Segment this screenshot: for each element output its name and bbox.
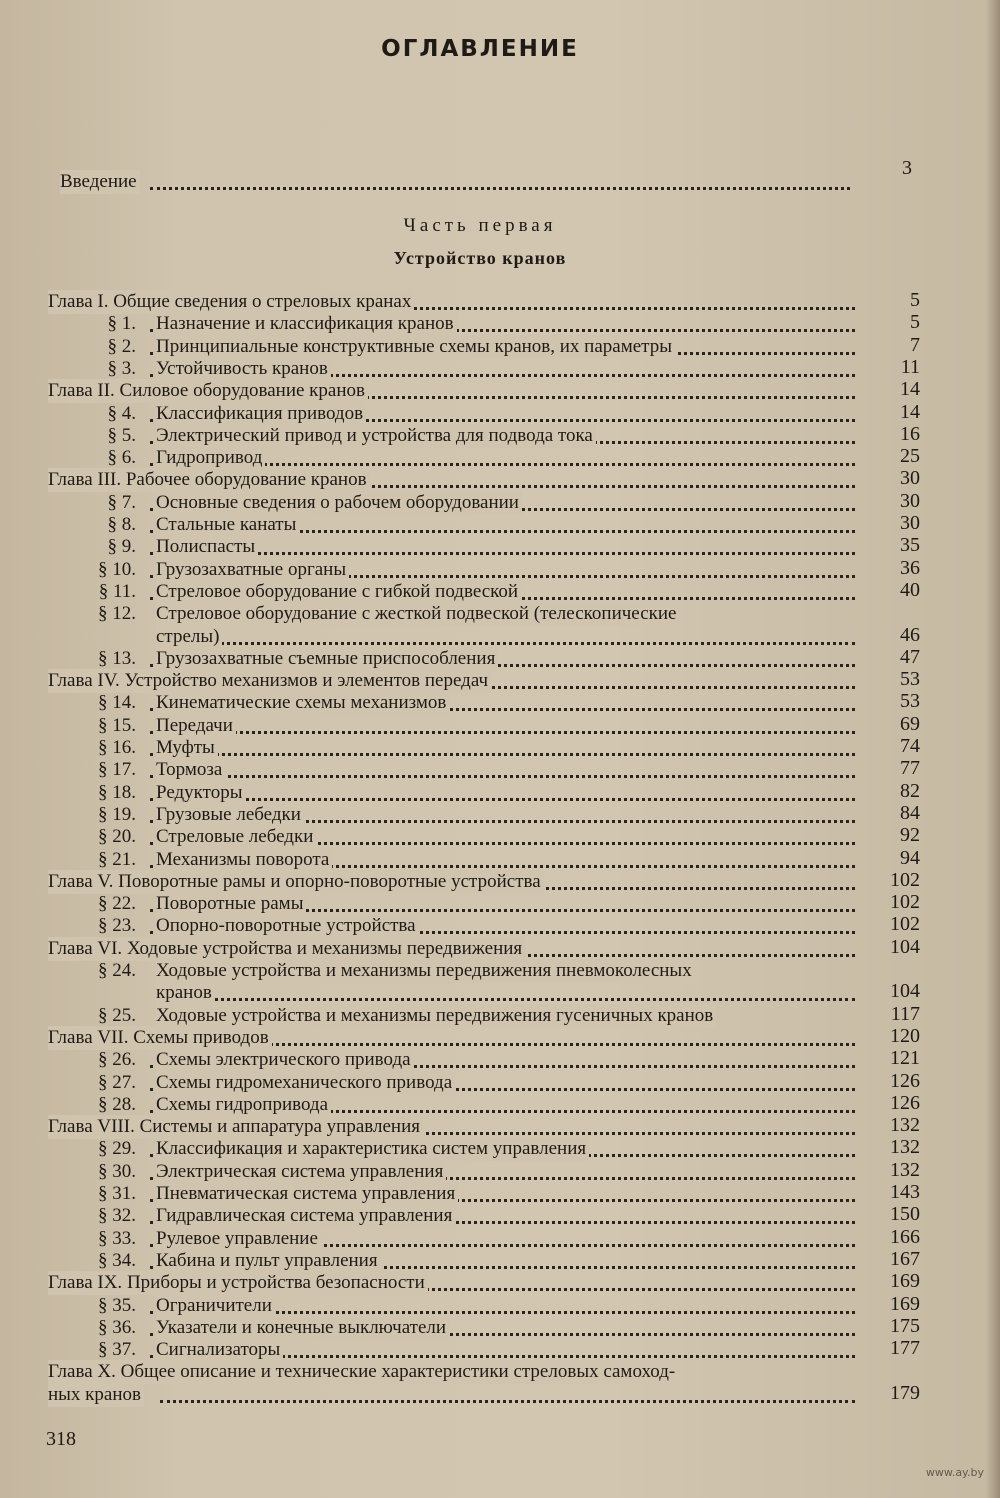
toc-chapter-number: Глава X. [48, 1361, 116, 1383]
toc-section-row [0, 1182, 1000, 1206]
toc-section-row [0, 402, 1000, 426]
toc-section-row [0, 825, 1000, 849]
toc-chapter-text [48, 669, 491, 693]
toc-section-row [0, 1004, 1000, 1028]
toc-section-number: § 28. [98, 1093, 136, 1115]
toc-section-row [0, 959, 1000, 983]
dot-leader [150, 187, 850, 190]
toc-section-title: Гидропривод [156, 446, 265, 470]
toc-page-number: 25 [900, 445, 920, 468]
toc-section-number: § 37. [98, 1339, 136, 1361]
toc-section-number: § 5. [107, 424, 136, 446]
toc-page-number: 102 [890, 868, 920, 891]
dot-leader [150, 798, 855, 801]
toc-section-title: Сигнализаторы [156, 1338, 283, 1362]
toc-section-title: Стреловое оборудование с жесткой подвеской (телескопические [156, 602, 679, 626]
toc-section-title: Классификация и характеристика систем управления [156, 1137, 589, 1161]
toc-section-title: Кинематические схемы механизмов [156, 691, 449, 715]
toc-section-row [0, 335, 1000, 359]
toc-section-number: § 14. [98, 692, 136, 714]
toc-chapter-text [48, 379, 368, 403]
toc-section-number: § 2. [107, 335, 136, 357]
toc-section-row [0, 513, 1000, 537]
toc-page-number: 36 [900, 556, 920, 579]
toc-page-number: 14 [900, 400, 920, 423]
toc-section-row [0, 312, 1000, 336]
toc-section-number: § 30. [98, 1160, 136, 1182]
toc-section-title: Схемы электрического привода [156, 1048, 414, 1072]
toc-chapter-title: Силовое оборудование кранов [119, 380, 365, 402]
dot-leader [150, 753, 855, 756]
toc-section-number: § 22. [98, 893, 136, 915]
toc-page-number: 104 [890, 935, 920, 958]
toc-section-title: Устойчивость кранов [156, 357, 331, 381]
toc-section-title: Принципиальные конструктивные схемы кранов, их параметры [156, 335, 675, 359]
toc-section-number: § 1. [107, 313, 136, 335]
toc-section-number: § 23. [98, 915, 136, 937]
toc-section-number: § 25. [98, 1004, 136, 1026]
toc-section-row [0, 1071, 1000, 1095]
toc-section-row [0, 803, 1000, 827]
toc-section-row [0, 691, 1000, 715]
toc-page-number: 169 [890, 1270, 920, 1293]
toc-chapter-text [48, 468, 370, 492]
toc-chapter-title: Поворотные рамы и опорно-поворотные устройства [118, 870, 541, 892]
toc-chapter-row [0, 1115, 1000, 1139]
toc-section-title: Ходовые устройства и механизмы передвижения пневмоколесных [156, 959, 695, 983]
toc-section-row [0, 1160, 1000, 1184]
toc-page-number: 84 [900, 801, 920, 824]
toc-chapter-number: Глава VIII. [48, 1116, 135, 1138]
watermark: www.ay.by [925, 1466, 984, 1479]
toc-page-number: 40 [900, 578, 920, 601]
toc-chapter-row [0, 870, 1000, 894]
toc-chapter-row [0, 290, 1000, 314]
toc-page-number: 102 [890, 891, 920, 914]
toc-page-number: 102 [890, 913, 920, 936]
toc-section-title: Тормоза [156, 758, 225, 782]
toc-section-row [0, 781, 1000, 805]
toc-section-title: Рулевое управление [156, 1227, 321, 1251]
toc-chapter-row [0, 669, 1000, 693]
toc-chapter-row [0, 1360, 1000, 1384]
toc-section-row [0, 446, 1000, 470]
toc-section-row [0, 1137, 1000, 1161]
toc-page-number: 132 [890, 1114, 920, 1137]
page-number: 318 [46, 1428, 76, 1450]
toc-section-number: § 24. [98, 960, 136, 981]
toc-page-number: 94 [900, 846, 920, 869]
toc-section-title: Грузовые лебедки [156, 803, 304, 827]
toc-section-number: § 33. [98, 1227, 136, 1249]
toc-section-title: Классификация приводов [156, 402, 366, 426]
toc-chapter-row [0, 1271, 1000, 1295]
toc-section-number: § 31. [98, 1183, 136, 1204]
dot-leader [160, 1400, 855, 1403]
toc-page-number: 14 [900, 378, 920, 401]
toc-section-row [0, 558, 1000, 582]
toc-continuation-text: ных кранов [48, 1383, 144, 1407]
toc-section-number: § 19. [98, 803, 136, 825]
toc-section-number: § 7. [107, 491, 136, 513]
toc-page-number: 104 [890, 980, 920, 1003]
toc-section-number: § 34. [98, 1249, 136, 1271]
toc-chapter-title: Общее описание и технические характеристики стреловых самоход- [120, 1361, 676, 1383]
toc-chapter-number: Глава IV. [48, 670, 120, 692]
toc-page-number: 35 [900, 534, 920, 557]
toc-section-number: § 18. [98, 781, 136, 803]
toc-section-number: § 26. [98, 1049, 136, 1071]
toc-page-number: 166 [890, 1225, 920, 1248]
toc-section-title: Ходовые устройства и механизмы передвижения гусеничных кранов [156, 1004, 716, 1028]
toc-section-number: § 9. [107, 536, 136, 558]
toc-continuation-row [0, 981, 1000, 1005]
toc-section-row [0, 758, 1000, 782]
toc-section-title: Муфты [156, 736, 218, 760]
toc-section-row [0, 580, 1000, 604]
toc-section-title: Полиспасты [156, 535, 258, 559]
toc-page-number: 117 [890, 1002, 920, 1025]
toc-section-number: § 35. [98, 1294, 136, 1316]
toc-section-number: § 29. [98, 1138, 136, 1160]
toc-section-row [0, 491, 1000, 515]
toc-section-number: § 36. [98, 1316, 136, 1338]
toc-page-number: 30 [900, 512, 920, 534]
toc-chapter-number: Глава VI. [48, 937, 123, 959]
toc-chapter-number: Глава III. [48, 469, 122, 491]
toc-page-number: 120 [890, 1024, 920, 1047]
toc-chapter-text [48, 1026, 272, 1050]
toc-section-title: Назначение и классификация кранов [156, 312, 457, 336]
part-label: Часть первая [403, 215, 557, 236]
toc-chapter-title: Устройство механизмов и элементов передач [124, 670, 489, 692]
toc-page-number: 175 [890, 1314, 920, 1337]
toc-page-number: 46 [900, 623, 920, 646]
toc-section-row [0, 647, 1000, 671]
toc-section-row [0, 714, 1000, 738]
toc-page-number: 150 [890, 1203, 920, 1226]
toc-chapter-title: Системы и аппаратура управления [139, 1116, 420, 1138]
toc-page-number: 5 [910, 289, 920, 311]
toc-section-number: § 16. [98, 737, 136, 758]
toc-page-number: 82 [900, 779, 920, 802]
toc-page-number: 77 [900, 757, 920, 780]
toc-section-row [0, 1204, 1000, 1228]
toc-page-number: 169 [890, 1292, 920, 1315]
toc-section-number: § 3. [107, 357, 136, 379]
toc-section-number: § 17. [98, 759, 136, 781]
toc-section-title: Кабина и пульт управления [156, 1249, 381, 1273]
toc-chapter-row [0, 1026, 1000, 1050]
toc-page-number: 132 [890, 1158, 920, 1181]
toc-continuation-text: стрелы) [156, 625, 222, 649]
toc-intro-label: Введение [60, 170, 140, 194]
toc-section-title: Электрическая система управления [156, 1160, 446, 1184]
toc-section-title: Гидравлическая система управления [156, 1204, 455, 1228]
toc-section-number: § 27. [98, 1071, 136, 1093]
toc-chapter-text [48, 1271, 428, 1295]
toc-intro-page: 3 [902, 157, 912, 179]
toc-page-number: 167 [890, 1247, 920, 1270]
toc-section-title: Схемы гидропривода [156, 1093, 331, 1117]
toc-chapter-number: Глава II. [48, 380, 115, 402]
toc-chapter-text [48, 937, 525, 961]
part-subtitle: Устройство кранов [393, 248, 567, 268]
toc-chapter-row [0, 937, 1000, 961]
toc-page-number: 92 [900, 824, 920, 847]
toc-chapter-title: Рабочее оборудование кранов [125, 469, 367, 491]
toc-section-row [0, 1227, 1000, 1251]
toc-chapter-title: Общие сведения о стреловых кранах [113, 291, 412, 312]
toc-page-number: 47 [900, 645, 920, 668]
toc-section-number: § 6. [107, 447, 136, 469]
toc-page-number: 53 [900, 690, 920, 713]
toc-section-row [0, 914, 1000, 938]
toc-page-number: 177 [890, 1337, 920, 1360]
toc-section-title: Пневматическая система управления [156, 1182, 458, 1206]
toc-chapter-text [48, 1360, 678, 1384]
toc-chapter-row [0, 379, 1000, 403]
toc-section-number: § 11. [98, 580, 136, 602]
toc-section-row [0, 424, 1000, 448]
toc-chapter-number: Глава IX. [48, 1272, 123, 1294]
toc-section-row [0, 602, 1000, 626]
toc-page-number: 179 [890, 1381, 920, 1404]
toc-page-number: 74 [900, 735, 920, 757]
toc-section-row [0, 848, 1000, 872]
toc-section-number: § 4. [107, 402, 136, 424]
toc-page-number: 126 [890, 1069, 920, 1092]
toc-chapter-title: Приборы и устройства безопасности [126, 1272, 425, 1294]
toc-section-number: § 21. [98, 848, 136, 870]
toc-section-row [0, 1316, 1000, 1340]
toc-section-row [0, 736, 1000, 760]
toc-page-number: 7 [910, 333, 920, 356]
toc-chapter-row [0, 468, 1000, 492]
toc-section-title: Указатели и конечные выключатели [156, 1316, 449, 1340]
toc-section-number: § 20. [98, 826, 136, 848]
toc-page-number: 30 [900, 467, 920, 490]
toc-page-number: 5 [910, 311, 920, 334]
toc-section-title: Схемы гидромеханического привода [156, 1071, 455, 1095]
toc-section-row [0, 357, 1000, 381]
toc-chapter-text [48, 1115, 423, 1139]
toc-page-number: 30 [900, 489, 920, 512]
toc-section-number: § 32. [98, 1205, 136, 1227]
toc-page-number: 143 [890, 1181, 920, 1203]
toc-section-number: § 8. [107, 514, 136, 535]
toc-page-number: 121 [890, 1047, 920, 1070]
toc-page-number: 69 [900, 712, 920, 735]
toc-section-title: Редукторы [156, 781, 245, 805]
toc-chapter-title: Схемы приводов [133, 1026, 269, 1048]
page-title: ОГЛАВЛЕНИЕ [381, 36, 579, 62]
toc-section-row [0, 1294, 1000, 1318]
toc-page-number: 126 [890, 1091, 920, 1114]
dot-leader [160, 642, 855, 645]
toc-chapter-number: Глава VII. [48, 1026, 129, 1048]
toc-section-title: Ограничители [156, 1294, 275, 1318]
toc-page-number: 53 [900, 668, 920, 691]
toc-section-row [0, 1249, 1000, 1273]
toc-section-title: Опорно-поворотные устройства [156, 914, 419, 938]
toc-chapter-text [48, 290, 414, 314]
toc-intro-row [0, 157, 1000, 194]
toc-section-number: § 13. [98, 647, 136, 669]
toc-section-title: Передачи [156, 714, 236, 738]
toc-page-number: 16 [900, 422, 920, 445]
toc-page-number: 11 [900, 355, 920, 378]
toc-chapter-title: Ходовые устройства и механизмы передвижения [126, 937, 523, 959]
toc-continuation-row [0, 1383, 1000, 1407]
toc-section-row [0, 1338, 1000, 1362]
toc-section-title: Основные сведения о рабочем оборудовании [156, 491, 522, 515]
toc-section-title: Стреловое оборудование с гибкой подвеской [156, 580, 521, 604]
toc-section-title: Грузозахватные съемные приспособления [156, 647, 498, 671]
dot-leader [150, 731, 855, 734]
toc-section-title: Электрический привод и устройства для подвода тока [156, 424, 596, 448]
toc-section-title: Поворотные рамы [156, 892, 306, 916]
toc-chapter-text [48, 870, 544, 894]
toc-continuation-row [0, 625, 1000, 649]
toc-section-row [0, 1093, 1000, 1117]
toc-section-title: Грузозахватные органы [156, 558, 349, 582]
toc-section-title: Стреловые лебедки [156, 825, 316, 849]
toc-section-row [0, 1048, 1000, 1072]
toc-section-row [0, 535, 1000, 559]
toc-section-number: § 15. [98, 714, 136, 736]
toc-chapter-number: Глава V. [48, 870, 114, 892]
toc-page-number: 132 [890, 1136, 920, 1159]
toc-continuation-text: кранов [156, 981, 215, 1005]
toc-chapter-number: Глава I. [48, 291, 109, 312]
toc-section-title: Механизмы поворота [156, 848, 332, 872]
toc-section-number: § 12. [98, 603, 136, 625]
toc-section-title: Стальные канаты [156, 513, 299, 537]
dot-leader [150, 775, 855, 778]
toc-section-number: § 10. [98, 558, 136, 580]
toc-section-row [0, 892, 1000, 916]
dot-leader [160, 998, 855, 1001]
